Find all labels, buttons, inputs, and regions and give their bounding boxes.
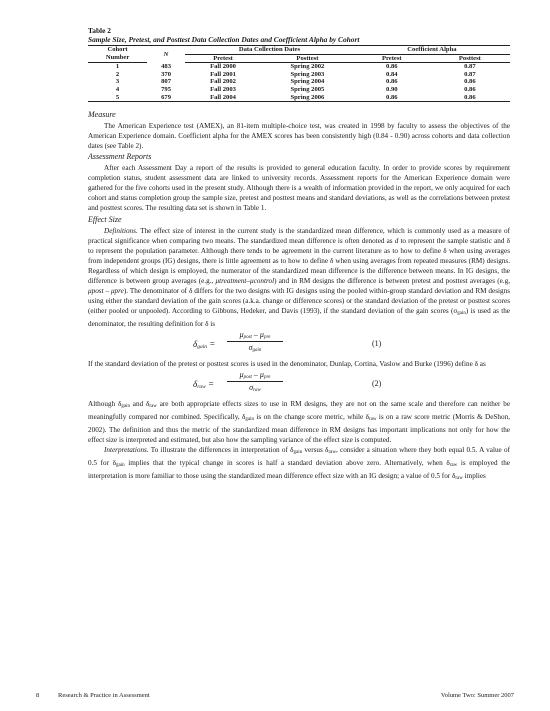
cell-alpha-posttest: 0.87	[464, 70, 476, 78]
cell-n: 807	[161, 78, 171, 86]
cell-alpha-pretest: 0.84	[386, 70, 398, 78]
page-content	[88, 26, 510, 484]
cell-alpha-pretest: 0.90	[386, 85, 398, 93]
although-paragraph: Although $\delta_{gain}$ and $\delta_{raw}$ are both appropriate effects sizes to use in RM designs, they are not on the same scale and therefore can neither be meaningfully compared nor combined. Specifically, $\delta_{gain}$ is on the change score metric, while $\delta_{raw}$ is on a raw score metric (Morris & DeShon, 2002). The definition and thus the metric of the standardized mean difference in RM designs has important implications not only for how the effect size is interpreted and estimated, but also how the sampling variance of the effect size is computed.	[88, 400, 511, 445]
equation-2	[88, 369, 510, 399]
cell-alpha-pretest: 0.86	[386, 63, 398, 71]
cell-cohort: 4	[115, 85, 120, 93]
table-row	[88, 78, 510, 86]
eq1-lhs: $\delta_{gain}$ =	[193, 339, 216, 350]
eq2-number: (2)	[372, 379, 382, 389]
th-alpha-group: Coefficient Alpha	[354, 46, 510, 55]
cell-pretest-date: Fall 2001	[210, 70, 236, 78]
cell-alpha-pretest: 0.86	[386, 78, 398, 86]
mid-paragraph: If the standard deviation of the pretest or posttest scores is used in the denominator, Dunlap, Cortina, Vaslow and Burke (1996) define δ as	[88, 360, 486, 368]
cell-pretest-date: Fall 2004	[185, 94, 261, 102]
definitions-lead: Definitions.	[104, 226, 138, 235]
cell-posttest-date: Spring 2004	[290, 78, 325, 86]
reports-heading: Assessment Reports	[88, 152, 152, 162]
cell-alpha-posttest: 0.86	[464, 78, 476, 86]
data-table	[88, 45, 510, 102]
th-pretest: Pretest	[185, 54, 261, 63]
interpretations-lead: Interpretations.	[104, 446, 149, 455]
cell-alpha-posttest: 0.86	[464, 85, 476, 93]
cell-n: 370	[161, 70, 171, 78]
interpretations-paragraph: Interpretations. To illustrate the differences in interpretation of $\delta_{gain}$ versus $\delta_{raw}$, consider a situation where they both equal 0.5. A value of 0.5 for $\delta_{gain}$ implies that the typical change in scores is half a standard deviation above zero. Alternatively, when $\delta_{raw}$ is employed the interpretation is more familiar to those using the standardized mean difference effect size with an IG design; a value of 0.5 for $\delta_{raw}$ implies	[88, 446, 510, 482]
th-posttest: Posttest	[261, 54, 354, 63]
th-alpha-posttest: Posttest	[430, 54, 510, 63]
cell-cohort: 1	[115, 63, 120, 71]
journal-name: Research & Practice in Assessment	[58, 692, 150, 699]
table-caption: Sample Size, Pretest, and Posttest Data Collection Dates and Coefficient Alpha by Cohort	[88, 35, 360, 44]
eq1-number: (1)	[372, 339, 382, 348]
eq2-lhs: $\delta_{raw}$ =	[193, 379, 215, 391]
cell-pretest-date: Fall 2003	[210, 85, 236, 93]
table-row	[88, 71, 510, 79]
table-body	[88, 63, 510, 102]
page-number: 8	[36, 692, 40, 699]
table-row	[88, 94, 510, 102]
th-dates-group: Data Collection Dates	[185, 46, 354, 55]
cell-posttest-date: Spring 2006	[261, 94, 354, 102]
th-number: Number	[88, 54, 147, 63]
cell-n: 679	[147, 94, 185, 102]
cell-posttest-date: Spring 2003	[290, 70, 325, 78]
cell-alpha-posttest: 0.86	[430, 94, 510, 102]
eq1-fraction: $\mu_{post} - \mu_{pre}$ $\sigma_{gain}$	[227, 330, 283, 353]
eq2-fraction: $\mu_{post} - \mu_{pre}$ $\sigma_{raw}$	[227, 370, 283, 393]
cell-n: 795	[161, 85, 171, 93]
th-alpha-pretest: Pretest	[354, 54, 430, 63]
measure-heading: Measure	[88, 110, 116, 120]
cell-cohort: 2	[115, 70, 120, 78]
table-title: Table 2	[88, 26, 111, 35]
cell-n: 483	[161, 62, 171, 70]
cell-cohort: 5	[88, 94, 147, 102]
cell-cohort: 3	[115, 78, 120, 86]
reports-paragraph: After each Assessment Day a report of the results is provided to general education faculty. In order to provide scores by requirement completion status, student assessment data are linked to university records. Assessment reports for the American Experience domain were gathered for the five cohorts used in the present study. Although there is a wealth of information provided in the report, we only acquired for each cohort and status completion group the sample size, pretest and posttest means and standard deviations, as well as the correlations between pretest and posttest scores. The resulting data set is shown in Table 1.	[88, 164, 510, 213]
equation-1	[88, 329, 510, 359]
table-row	[88, 86, 510, 94]
volume-info: Volume Two: Summer 2007	[440, 692, 514, 699]
cell-alpha-posttest: 0.87	[464, 63, 476, 71]
effect-size-heading: Effect Size	[88, 214, 122, 224]
measure-paragraph: The American Experience test (AMEX), an 81-item multiple-choice test, was created in 1998 by faculty to assess the objectives of the American Experience domain. Coefficient alpha for the AMEX scores has been consistently high (0.84 - 0.90) across cohorts and data collection dates (see Table 2).	[88, 122, 510, 151]
cell-posttest-date: Spring 2002	[290, 63, 325, 71]
definitions-paragraph: Definitions. The effect size of interest in the current study is the standardized mean difference, which is commonly used as a measure of practical significance when comparing two means. The standardized mean difference is often denoted as d to represent the sample statistic and δ to represent the population parameter. Although there tends to be agreement in the current literature as to how to define δ when using averages from independent groups (IG) designs, there is little agreement as to how to define δ when using averages from repeated measures (RM) designs. Regardless of which design is employed, the numerator of the standardized mean difference is the difference between means. In IG designs, the difference is between group averages (e.g., μtreatment–μcontrol) and in RM designs the difference is between pretest and posttest averages (e.g, μpost – μpre). The denominator of δ differs for the two designs with IG designs using the pooled within-group standard deviation and RM designs using either the standard deviation of the gain scores (a.k.a. change or difference scores) or the standard deviation of the pretest or posttest scores (either pooled or unpooled). According to Gibbons, Hedeker, and Davis (1993), if the standard deviation of the gain scores $(\sigma_{gain})$ is used as the denominator, the resulting definition for δ is	[88, 226, 510, 328]
th-n: N	[147, 46, 185, 63]
th-cohort: Cohort	[88, 46, 147, 55]
table-row	[88, 63, 510, 71]
cell-posttest-date: Spring 2005	[290, 85, 325, 93]
cell-alpha-pretest: 0.86	[354, 94, 430, 102]
cell-pretest-date: Fall 2000	[210, 63, 236, 71]
cell-pretest-date: Fall 2002	[210, 78, 236, 86]
